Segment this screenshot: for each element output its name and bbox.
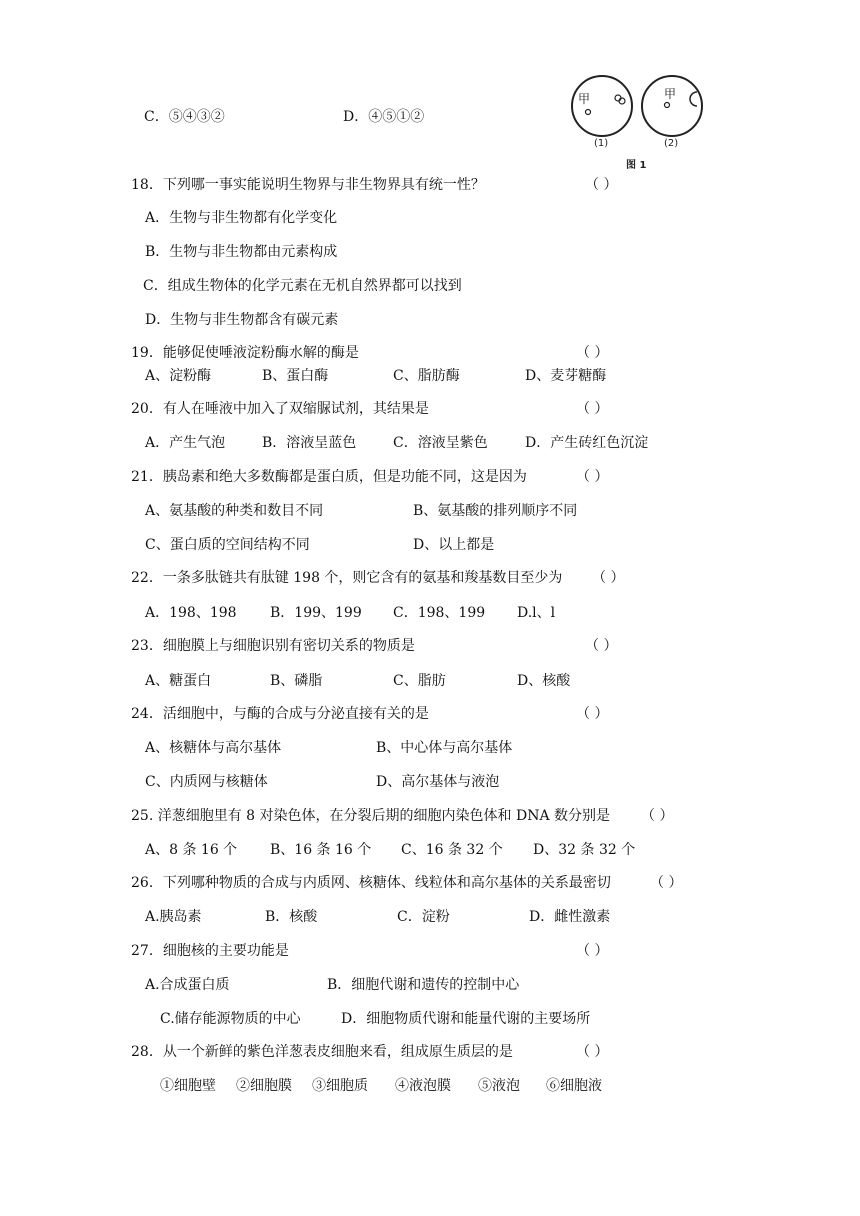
q19-option-d: D、麦芽糖酶 — [525, 368, 607, 384]
q26-answer-blank: （ ） — [650, 875, 683, 891]
q19-answer-blank: （ ） — [576, 345, 609, 361]
q27-option-b: B．细胞代谢和遗传的控制中心 — [327, 977, 520, 993]
q19-option-c: C、脂肪酶 — [393, 368, 460, 384]
q21-option-d: D、以上都是 — [413, 537, 495, 553]
q25-stem: 25. 洋葱细胞里有 8 对染色体，在分裂后期的细胞内染色体和 DNA 数分别是 — [131, 808, 611, 824]
q26-option-b: B．核酸 — [265, 909, 318, 925]
q26-option-c: C．淀粉 — [397, 909, 450, 925]
q18-option-d: D．生物与非生物都含有碳元素 — [145, 312, 339, 328]
q18-option-c: C．组成生物体的化学元素在无机自然界都可以找到 — [143, 278, 462, 294]
figure-caption-1: (1) — [594, 138, 609, 149]
figure-label-2: 甲 — [664, 87, 677, 101]
q25-option-c: C、16 条 32 个 — [401, 842, 503, 858]
cell-circle-2 — [642, 76, 702, 136]
q25-option-b: B、16 条 16 个 — [270, 842, 372, 858]
q28-stem: 28．从一个新鲜的紫色洋葱表皮细胞来看，组成原生质层的是 — [131, 1044, 513, 1060]
particle-1 — [586, 110, 591, 115]
particle-4 — [665, 103, 670, 108]
cell-figure — [566, 70, 716, 174]
q27-option-d: D．细胞物质代谢和能量代谢的主要场所 — [341, 1011, 591, 1027]
q25-option-d: D、32 条 32 个 — [533, 842, 636, 858]
q19-option-b: B、蛋白酶 — [262, 368, 329, 384]
q28-answer-blank: （ ） — [576, 1044, 609, 1060]
cell-circle-1 — [572, 76, 632, 136]
q27-answer-blank: （ ） — [576, 943, 609, 959]
q18-option-b: B．生物与非生物都由元素构成 — [145, 244, 338, 260]
q24-option-c: C、内质网与核糖体 — [145, 774, 268, 790]
q26-option-a: A.胰岛素 — [145, 909, 202, 925]
q22-option-a: A．198、198 — [145, 605, 237, 621]
q28-item-3: ③细胞质 — [312, 1078, 368, 1094]
q27-option-c: C.储存能源物质的中心 — [160, 1011, 301, 1027]
q18-option-a: A．生物与非生物都有化学变化 — [145, 210, 338, 226]
figure-title: 图 1 — [626, 160, 647, 171]
q27-stem: 27．细胞核的主要功能是 — [131, 943, 289, 959]
q20-answer-blank: （ ） — [576, 401, 609, 417]
q22-option-d: D.l、l — [517, 605, 556, 621]
q23-answer-blank: （ ） — [585, 638, 618, 654]
q28-item-5: ⑤液泡 — [478, 1078, 520, 1094]
q23-option-a: A、糖蛋白 — [145, 673, 212, 689]
q21-stem: 21．胰岛素和绝大多数酶都是蛋白质，但是功能不同，这是因为 — [131, 469, 527, 485]
q18-answer-blank: （ ） — [585, 177, 618, 193]
q20-option-b: B．溶液呈蓝色 — [262, 435, 357, 451]
q28-item-1: ①细胞壁 — [160, 1078, 216, 1094]
q21-option-b: B、氨基酸的排列顺序不同 — [413, 503, 578, 519]
q19-stem: 19．能够促使唾液淀粉酶水解的酶是 — [131, 345, 359, 361]
q23-stem: 23．细胞膜上与细胞识别有密切关系的物质是 — [131, 638, 415, 654]
q27-option-a: A.合成蛋白质 — [145, 977, 230, 993]
q23-option-c: C、脂肪 — [393, 673, 446, 689]
q25-answer-blank: （ ） — [641, 808, 674, 824]
q24-answer-blank: （ ） — [576, 706, 609, 722]
q21-answer-blank: （ ） — [576, 469, 609, 485]
q20-option-c: C．溶液呈紫色 — [393, 435, 488, 451]
q28-item-4: ④液泡膜 — [395, 1078, 451, 1094]
q24-option-b: B、中心体与高尔基体 — [376, 740, 513, 756]
option-c: C．⑤④③② — [144, 109, 225, 125]
q22-stem: 22．一条多肽链共有肽键 198 个，则它含有的氨基和羧基数目至少为 — [131, 570, 563, 586]
q20-option-d: D．产生砖红色沉淀 — [525, 435, 649, 451]
q21-option-c: C、蛋白质的空间结构不同 — [145, 537, 310, 553]
q23-option-d: D、核酸 — [517, 673, 571, 689]
q22-answer-blank: （ ） — [592, 570, 625, 586]
q28-item-2: ②细胞膜 — [236, 1078, 292, 1094]
q21-option-a: A、氨基酸的种类和数目不同 — [145, 503, 324, 519]
option-d: D．④⑤①② — [343, 109, 425, 125]
particle-5 — [690, 92, 697, 106]
q26-stem: 26．下列哪种物质的合成与内质网、核糖体、线粒体和高尔基体的关系最密切 — [131, 875, 611, 891]
q20-option-a: A．产生气泡 — [145, 435, 226, 451]
q22-option-c: C．198、199 — [393, 605, 486, 621]
q23-option-b: B、磷脂 — [270, 673, 323, 689]
q24-stem: 24．活细胞中，与酶的合成与分泌直接有关的是 — [131, 706, 429, 722]
figure-caption-2: (2) — [664, 138, 679, 149]
q22-option-b: B．199、199 — [270, 605, 362, 621]
q18-stem: 18．下列哪一事实能说明生物界与非生物界具有统一性？ — [131, 177, 485, 193]
q28-item-6: ⑥细胞液 — [546, 1078, 602, 1094]
q20-stem: 20．有人在唾液中加入了双缩脲试剂，其结果是 — [131, 401, 429, 417]
figure-label-1: 甲 — [578, 92, 591, 106]
q25-option-a: A、8 条 16 个 — [145, 842, 238, 858]
q24-option-a: A、核糖体与高尔基体 — [145, 740, 282, 756]
q19-option-a: A、淀粉酶 — [145, 368, 212, 384]
q26-option-d: D．雌性激素 — [529, 909, 611, 925]
q24-option-d: D、高尔基体与液泡 — [376, 774, 500, 790]
